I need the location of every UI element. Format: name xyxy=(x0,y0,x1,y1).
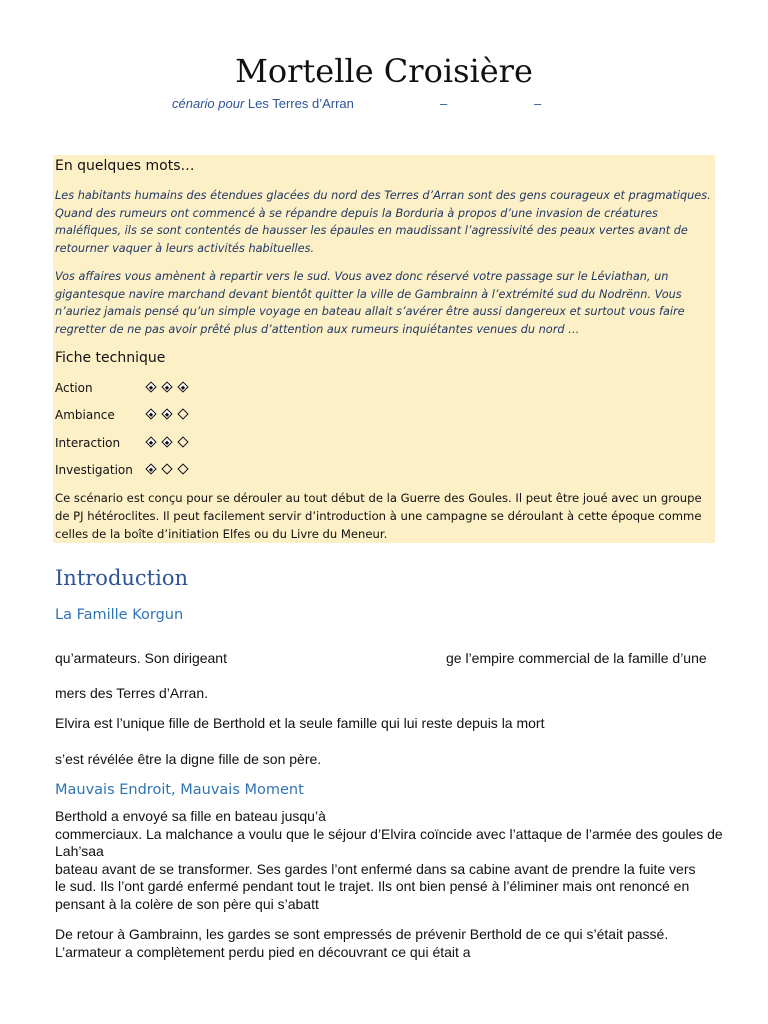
subtitle-dash-2: – xyxy=(534,96,542,111)
empty-diamond-icon xyxy=(177,463,188,474)
summary-box xyxy=(53,155,715,543)
empty-diamond-icon xyxy=(177,436,188,447)
introduction-heading: Introduction xyxy=(55,566,188,590)
body-text-line: le sud. Ils l’ont gardé enfermé pendant tout le trajet. Ils ont bien pensé à l’éliminer mais ont renoncé en xyxy=(55,878,690,894)
summary-paragraph-2: Vos affaires vous amènent à repartir vers le sud. Vous avez donc réservé votre passage sur le Léviathan, un gigantesque navire marchand devant bientôt quitter la ville de Gambrainn à l’extrémité sud du Nodrënn. Vous n’auriez jamais pensé qu’un simple voyage en bateau allait s’avérer être aussi dangereux et surtout vous faire regretter de ne pas avoir prêté plus d’attention aux rumeurs inquiétantes venues du nord … xyxy=(55,270,685,336)
body-text-line: De retour à Gambrainn, les gardes se sont empressés de prévenir Berthold de ce qui s’était passé. xyxy=(55,926,669,942)
summary-heading: En quelques mots… xyxy=(55,158,195,174)
body-text-line: Elvira est l’unique fille de Berthold et la seule famille qui lui reste depuis la mort xyxy=(55,715,545,731)
subtitle-dash-1: – xyxy=(440,96,448,111)
tech-sheet-heading: Fiche technique xyxy=(55,350,166,366)
body-text-line: qu’armateurs. Son dirigeant xyxy=(55,650,227,666)
subtitle-game-name: Les Terres d’Arran xyxy=(247,96,354,111)
summary-paragraph-1: Les habitants humains des étendues glacées du nord des Terres d’Arran sont des gens courageux et pragmatiques. Quand des rumeurs ont commencé à se répandre depuis la Borduria à propos d’une invasion de créatures maléfiques, ils se sont contentés de hausser les épaules en maudissant l’agressivité des peaux vertes avant de retourner vaquer à leurs activités habituelles. xyxy=(55,189,711,255)
stat-label: Action xyxy=(55,381,93,395)
subtitle-prefix: cénario pour xyxy=(172,96,248,111)
section-heading-famille-korgun: La Famille Korgun xyxy=(55,607,184,623)
stat-rating xyxy=(147,436,195,450)
stat-row xyxy=(55,408,195,422)
filled-diamond-icon xyxy=(161,436,172,447)
stat-row xyxy=(55,436,195,450)
body-text-line: ge l’empire commercial de la famille d’une xyxy=(446,650,707,666)
filled-diamond-icon xyxy=(145,436,156,447)
filled-diamond-icon xyxy=(145,408,156,419)
stat-rating xyxy=(147,381,195,395)
empty-diamond-icon xyxy=(177,408,188,419)
stat-row xyxy=(55,463,195,477)
scenario-note: Ce scénario est conçu pour se dérouler au tout début de la Guerre des Goules. Il peut être joué avec un groupe de PJ hétéroclites. Il peut facilement servir d’introduction à une campagne se déroulant à cette époque comme celles de la boîte d’initiation Elfes ou du Livre du Meneur. xyxy=(55,491,702,541)
filled-diamond-icon xyxy=(161,408,172,419)
body-text-line: s’est révélée être la digne fille de son père. xyxy=(55,751,322,767)
empty-diamond-icon xyxy=(161,463,172,474)
filled-diamond-icon xyxy=(145,463,156,474)
filled-diamond-icon xyxy=(177,381,188,392)
stat-label: Investigation xyxy=(55,463,133,477)
stat-label: Ambiance xyxy=(55,408,115,422)
stat-rating xyxy=(147,408,195,422)
stat-row xyxy=(55,381,195,395)
stat-label: Interaction xyxy=(55,436,121,450)
filled-diamond-icon xyxy=(161,381,172,392)
body-text-line: mers des Terres d’Arran. xyxy=(55,685,209,701)
stat-rating xyxy=(147,463,195,477)
body-text-line: L’armateur a complètement perdu pied en découvrant ce qui était a xyxy=(55,944,471,960)
body-text-line: Berthold a envoyé sa fille en bateau jusqu’à xyxy=(55,808,326,824)
filled-diamond-icon xyxy=(145,381,156,392)
body-text-line: Lah’saa xyxy=(55,843,104,859)
body-text-line: commerciaux. La malchance a voulu que le séjour d’Elvira coïncide avec l’attaque de l’armée des goules de xyxy=(55,826,723,842)
body-text-line: pensant à la colère de son père qui s’abatt xyxy=(55,896,319,912)
document-subtitle xyxy=(172,96,354,111)
section-heading-mauvais-endroit: Mauvais Endroit, Mauvais Moment xyxy=(55,782,304,798)
document-title: Mortelle Croisière xyxy=(235,52,533,90)
body-text-line: bateau avant de se transformer. Ses gardes l’ont enfermé dans sa cabine avant de prendre la fuite vers xyxy=(55,861,696,877)
